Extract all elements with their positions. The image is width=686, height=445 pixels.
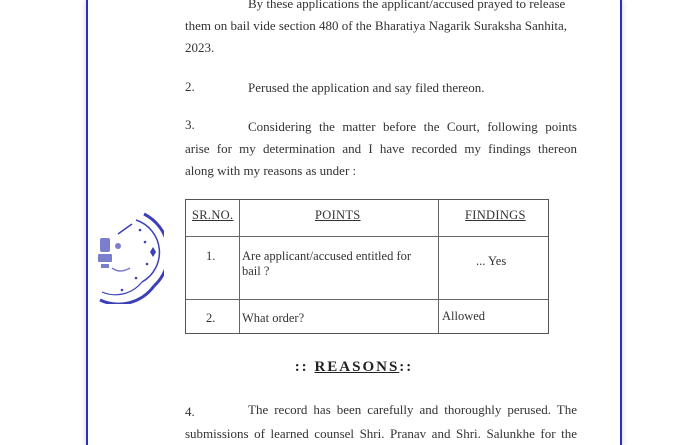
- court-seal-icon: [92, 208, 164, 309]
- table-divider: [186, 236, 548, 237]
- table-header-points: POINTS: [315, 208, 361, 222]
- document-page: [86, 0, 622, 445]
- table-row-2-sr: 2.: [206, 311, 216, 325]
- reasons-prefix: ::: [294, 359, 309, 375]
- table-divider: [186, 299, 548, 300]
- reasons-heading: [88, 359, 620, 376]
- intro-line-2: them on bail vide section 480 of the Bharatiya Nagarik Suraksha Sanhita,: [185, 18, 567, 33]
- table-row-1-finding: ... Yes: [476, 254, 507, 268]
- table-header-findings: FINDINGS: [465, 208, 526, 222]
- reasons-suffix: ::: [399, 359, 414, 375]
- para-4-number: 4.: [185, 404, 195, 419]
- table-row-2-finding: Allowed: [442, 309, 486, 323]
- para-4-line-2: submissions of learned counsel Shri. Pranav and Shri. Salunkhe for the: [185, 426, 577, 441]
- reasons-title: REASONS: [314, 359, 400, 375]
- points-findings-table: [185, 199, 549, 334]
- table-divider: [239, 200, 240, 333]
- para-3-line-1: Considering the matter before the Court, following points: [248, 119, 577, 134]
- table-row-2-point: What order?: [242, 311, 305, 325]
- para-3-line-3: along with my reasons as under :: [185, 163, 357, 178]
- table-row-1-point-line-1: Are applicant/accused entitled for: [242, 249, 412, 263]
- para-3-number: 3.: [185, 117, 195, 132]
- intro-line-1: By these applications the applicant/accused prayed to release: [248, 0, 566, 11]
- para-2-text: Perused the application and say filed thereon.: [248, 80, 485, 95]
- table-row-1-point-line-2: bail ?: [242, 264, 270, 278]
- intro-line-3: 2023.: [185, 40, 215, 55]
- para-2-number: 2.: [185, 79, 195, 94]
- table-row-1-sr: 1.: [206, 249, 216, 263]
- table-header-sr-no: SR.NO.: [192, 208, 234, 222]
- para-4-line-1: The record has been carefully and thoroughly perused. The: [248, 402, 577, 417]
- para-3-line-2: arise for my determination and I have recorded my findings thereon: [185, 141, 577, 156]
- table-divider: [438, 200, 439, 333]
